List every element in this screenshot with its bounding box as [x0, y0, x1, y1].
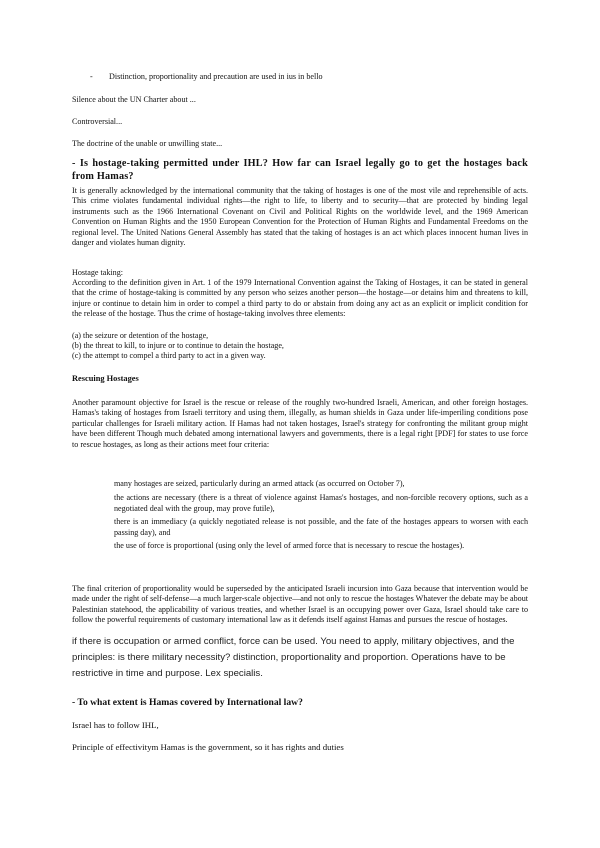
paragraph-hostage-crime: It is generally acknowledged by the international community that the taking of hostages is one of the most vile and reprehensible of acts. This crime violates fundamental individual rights—the right to life, to liberty and to security—that are protected by binding legal instruments such as the 1966 International Covenant on Civil and Political Rights on the worldwide level, and the 1969 American Convention on Human Rights and the 1950 European Convention for the Protection of Human Rights and Fundamental Freedoms on the regional level. The United Nations General Assembly has stated that the taking of hostages is an act which places innocent human lives in danger and violates human dignity. [72, 186, 528, 248]
paragraph-definition: According to the definition given in Art. 1 of the 1979 International Convention against the Taking of Hostages, it can be stated in general that the crime of hostage-taking is committed by any person who seizes another person—the hostage—or detains him and threatens to kill, injure or continue to detain him in order to compel a third party to do or abstain from doing any act as an explicit or implicit condition for the release of the hostage. Thus the crime of hostage-taking involves three elements: [72, 278, 528, 319]
criteria-item: there is an immediacy (a quickly negotiated release is not possible, and the fate of the hostages appears to worsen with each passing day), and [114, 517, 528, 538]
paragraph-proportionality: The final criterion of proportionality would be superseded by the anticipated Israeli incursion into Gaza because that intervention would be made under the right of self-defense—a much larger-scale objective—and not only to rescue the hostages Whatever the debate may be about Palestinian statehood, the applicability of various treaties, and whether Israel is an occupying power over Gaza, Israel should take care to follow the powerful requirements of customary international law as it defends itself against Hamas and pursues the rescue of hostages. [72, 584, 528, 625]
paragraph-notes-armed-conflict: if there is occupation or armed conflict, force can be used. You need to apply, military objectives, and the principles: is there military necessity? distinction, proportionality and proportion. Operations have to be restrictive in time and purpose. Lex specialis. [72, 636, 515, 679]
criteria-item: the actions are necessary (there is a threat of violence against Hamas's hostages, and non-forcible recovery options, such as a negotiated deal with the group, may prove futile), [114, 493, 528, 514]
element-item: (b) the threat to kill, to injure or to continue to detain the hostage, [72, 341, 284, 350]
section-heading-rescuing: Rescuing Hostages [72, 374, 139, 383]
bullet-item: Distinction, proportionality and precaution are used in ius in bello [109, 72, 323, 81]
question-heading-hamas: - To what extent is Hamas covered by International law? [72, 697, 303, 708]
criteria-item: the use of force is proportional (using only the level of armed force that is necessary to rescue the hostages). [114, 541, 465, 550]
question-heading-hostage-taking: - Is hostage-taking permitted under IHL? How far can Israel legally go to get the hostages back from Hamas? [72, 158, 528, 182]
hostage-taking-label: Hostage taking: [72, 268, 124, 277]
note-silence: Silence about the UN Charter about ... [72, 95, 196, 104]
note-effectivity: Principle of effectivitym Hamas is the government, so it has rights and duties [72, 742, 344, 752]
note-israel-ihl: Israel has to follow IHL, [72, 720, 159, 730]
bullet-marker: - [90, 72, 93, 81]
note-controversial: Controversial... [72, 117, 123, 126]
note-doctrine: The doctrine of the unable or unwilling state... [72, 139, 223, 148]
element-item: (c) the attempt to compel a third party to act in a given way. [72, 351, 266, 360]
element-item: (a) the seizure or detention of the hostage, [72, 331, 209, 340]
paragraph-rescue: Another paramount objective for Israel is the rescue or release of the roughly two-hundred Israeli, American, and other foreign hostages. Hamas's taking of hostages from Israeli territory and using them, illegally, as human shields in Gaza under life-imperiling conditions pose particular challenges for Israeli military action. If Hamas had not taken hostages, Israel's strategy for confronting the militant group might have been different Though much debated among international lawyers and governments, there is a legal right [PDF] for states to use force to rescue hostages, as long as their actions meet four criteria: [72, 398, 528, 449]
criteria-item: many hostages are seized, particularly during an armed attack (as occurred on October 7), [114, 479, 405, 488]
